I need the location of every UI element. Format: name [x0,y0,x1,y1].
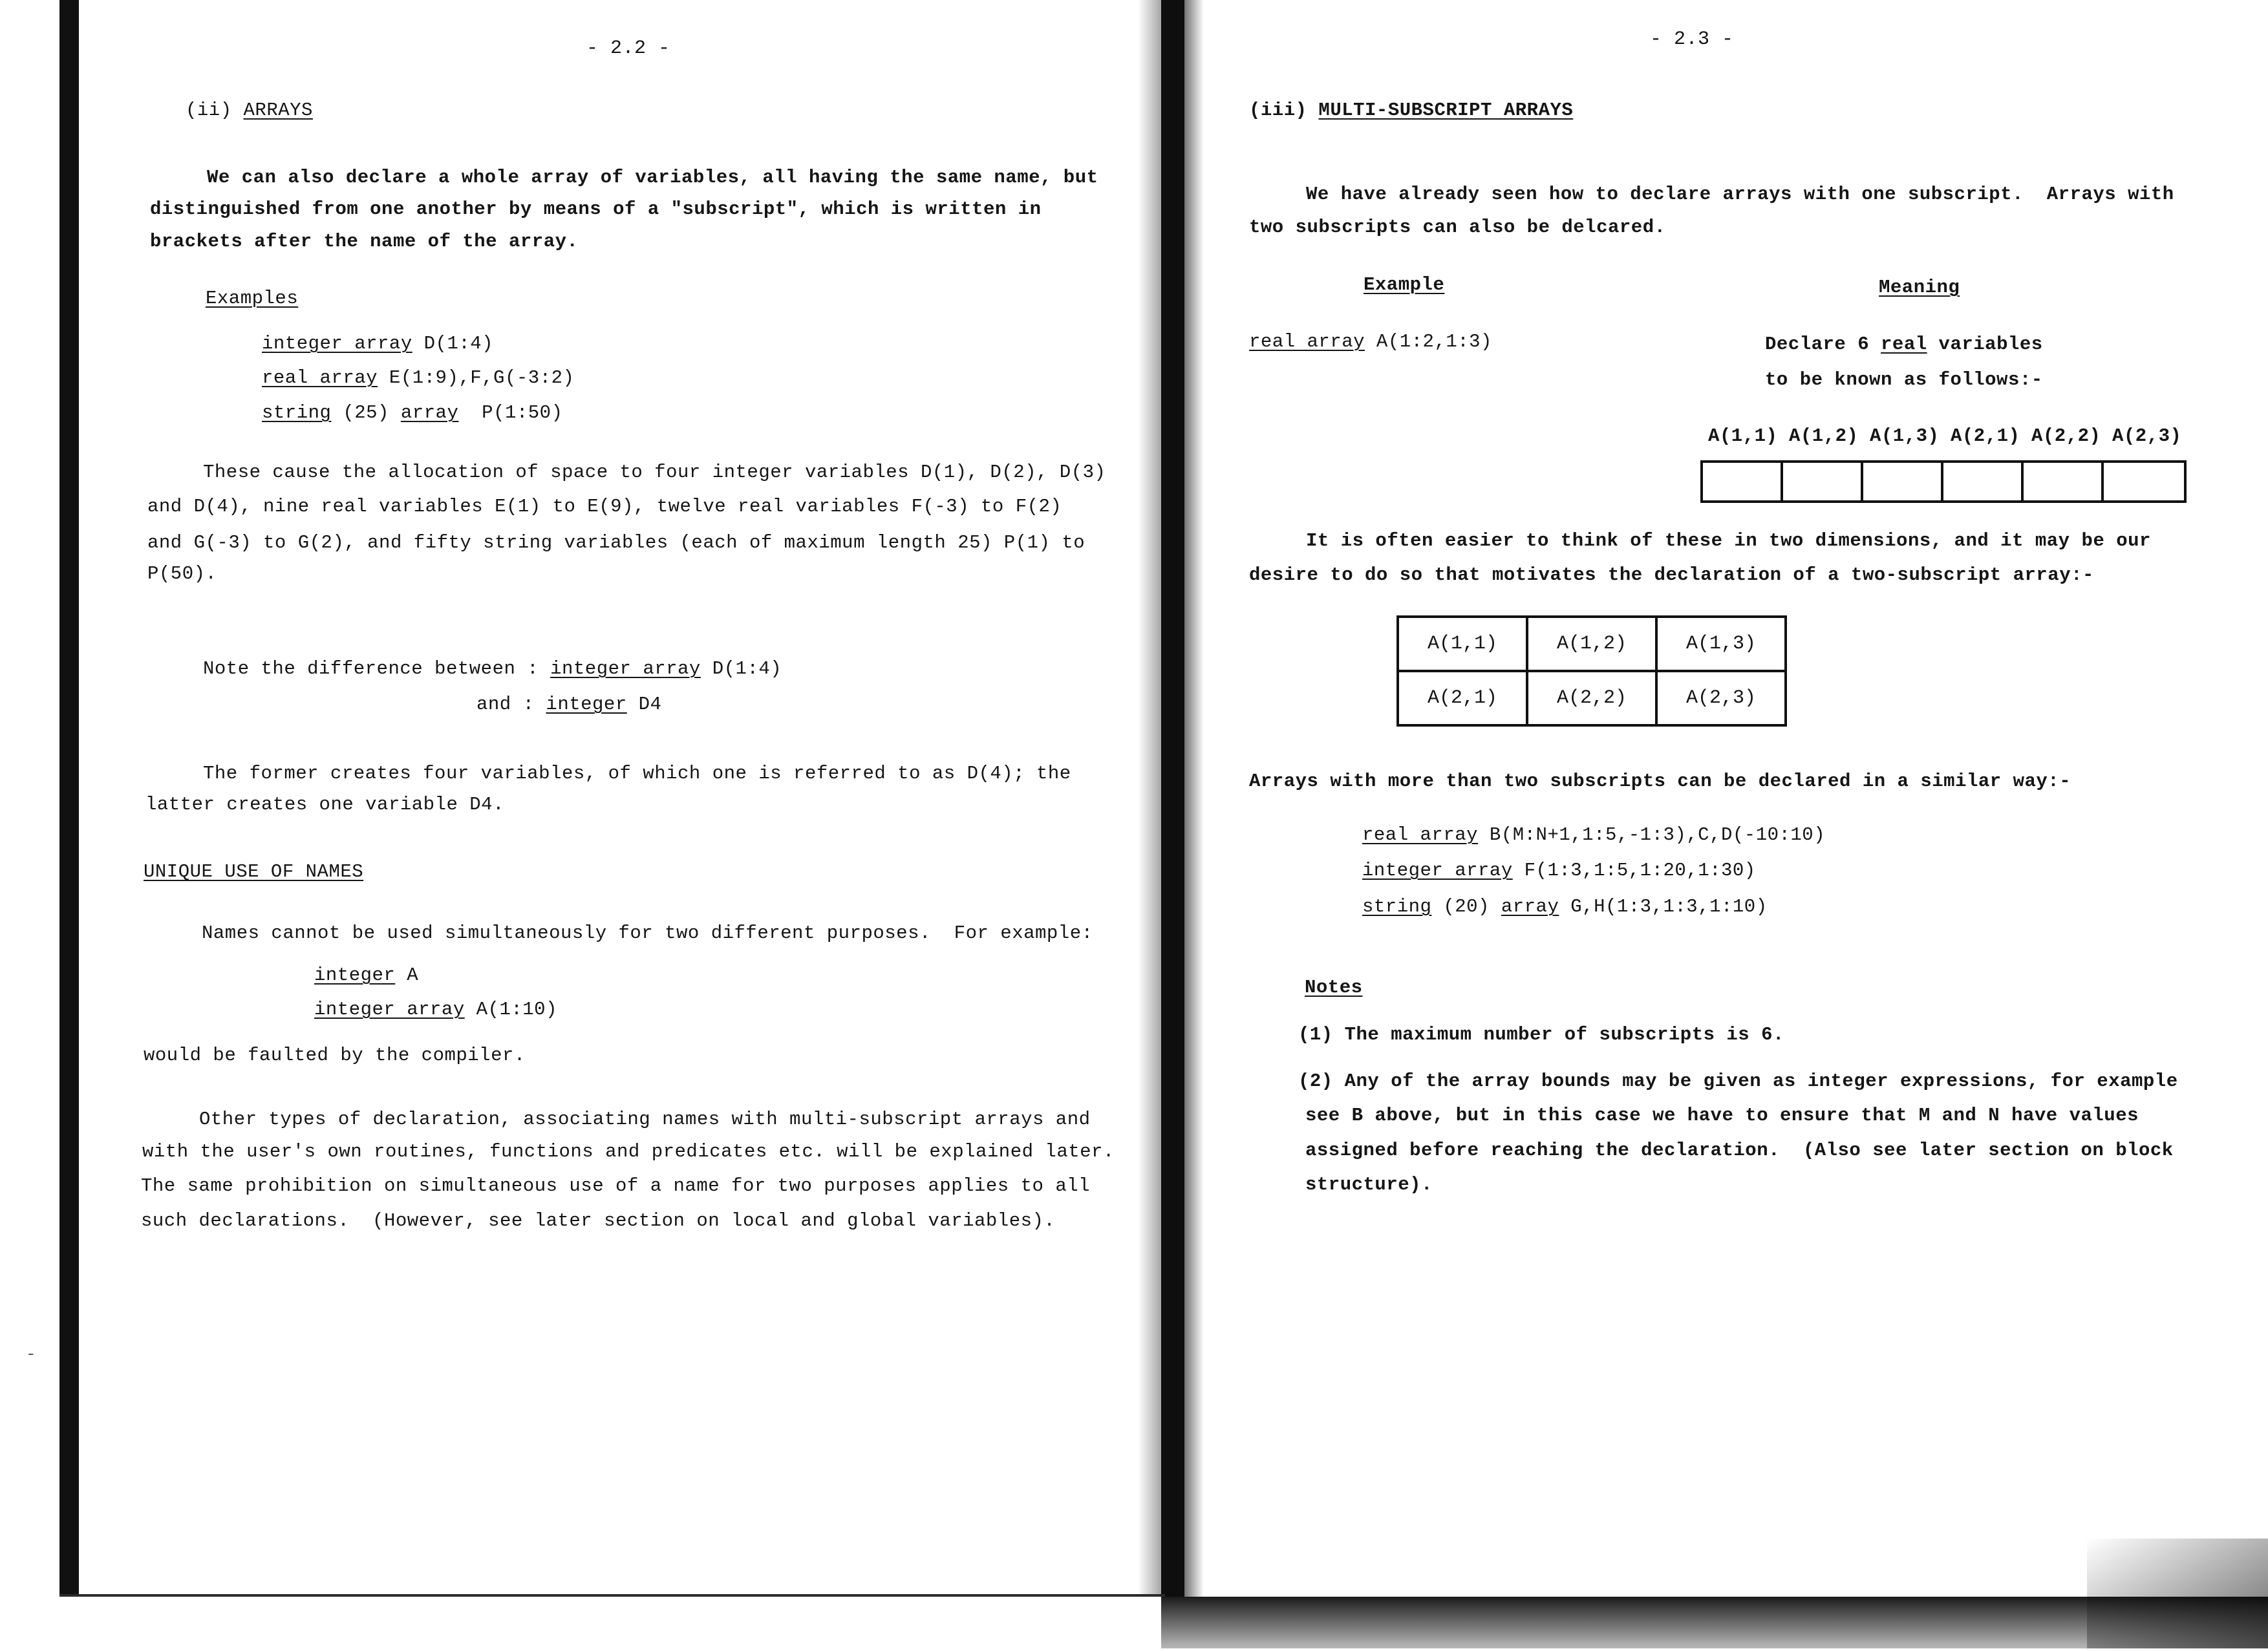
note-prefix: Note the difference between : [203,658,551,679]
note-line [476,694,661,716]
storage-cell [1863,463,1943,500]
code-text: D4 [626,694,662,715]
left-binding-tab [63,0,74,16]
note-item: (1) The maximum number of subscripts is 6. [1298,1024,1784,1045]
section-heading: UNIQUE USE OF NAMES [144,861,364,882]
keyword: real array [262,367,378,389]
keyword: array [400,402,459,423]
code-text: A(1:2,1:3) [1365,331,1492,352]
linear-label: A(1,3) [1870,425,1940,447]
keyword: integer array [550,658,701,679]
code-text: A(1:10) [464,999,557,1020]
section-heading [186,100,313,122]
paragraph-line: and D(4), nine real variables E(1) to E(9), twelve real variables F(-3) to F(2) [147,496,1062,517]
left-page-bottom-edge [59,1594,1165,1651]
paragraph-line: Other types of declaration, associating names with multi-subscript arrays and [199,1109,1091,1130]
storage-cell [2104,463,2184,500]
code-example [262,367,574,389]
grid-row [1398,671,1786,725]
section-title: ARRAYS [243,100,313,121]
keyword: real array [1249,331,1365,352]
grid-cell: A(1,2) [1527,617,1656,671]
linear-label: A(1,2) [1789,425,1859,447]
meaning-column-header: Meaning [1879,277,1960,298]
code-example [1362,860,1756,882]
keyword: array [1501,896,1559,917]
note-item: see B above, but in this case we have to ensure that M and N have values [1305,1105,2139,1126]
code-example [314,964,418,986]
paragraph-line: It is often easier to think of these in two dimensions, and it may be our [1306,530,2151,551]
left-binding-edge [59,0,79,1597]
code-text: E(1:9),F,G(-3:2) [378,367,575,389]
meaning-text: Declare 6 [1765,334,1881,355]
paragraph-line: latter creates one variable D4. [145,794,504,815]
paragraph-line: such declarations. (However, see later section on local and global variables). [141,1210,1056,1231]
notes-heading: Notes [1305,977,1363,998]
linear-label: A(2,2) [2031,425,2101,447]
code-text: D(1:4) [700,658,782,679]
paragraph-line: The same prohibition on simultaneous use of a name for two purposes applies to all [141,1175,1091,1197]
two-dimensional-grid [1396,615,1787,727]
code-text: A [395,964,419,986]
grid-cell: A(2,2) [1527,671,1656,725]
storage-cell [1703,463,1783,500]
grid-cell: A(2,3) [1656,671,1786,725]
grid-cell: A(2,1) [1398,671,1527,725]
code-example [262,402,563,424]
gutter-shadow-right [1184,0,1204,1648]
paragraph-line: The former creates four variables, of which one is referred to as D(4); the [203,763,1071,784]
keyword: real [1881,334,1927,355]
code-text: G,H(1:3,1:3,1:10) [1559,896,1768,917]
note-prefix: and : [476,694,546,715]
left-page [79,0,1161,1597]
paragraph-line: We can also declare a whole array of variables, all having the same name, but [207,167,1098,188]
paragraph-line: desire to do so that motivates the declaration of a two-subscript array:- [1249,564,2094,586]
subheading: Examples [206,288,299,309]
paragraph-line: distinguished from one another by means of a "subscript", which is written in [150,198,1042,220]
code-text: F(1:3,1:5,1:20,1:30) [1512,860,1756,881]
meaning-text: variables [1927,334,2043,355]
paragraph-line: and G(-3) to G(2), and fifty string variables (each of maximum length 25) P(1) to [147,532,1086,553]
keyword: integer [546,694,627,715]
keyword: integer array [262,333,412,354]
code-example [1362,824,1825,846]
right-page [1204,0,2268,1597]
note-item: assigned before reaching the declaration. (Also see later section on block [1305,1140,2174,1161]
linear-label: A(2,3) [2112,425,2182,447]
grid-cell: A(1,3) [1656,617,1786,671]
code-text: (20) [1431,896,1501,917]
book-gutter [1161,0,1184,1648]
linear-label: A(2,1) [1951,425,2020,447]
keyword: integer [314,964,396,986]
paragraph-line: Arrays with more than two subscripts can be declared in a similar way:- [1249,771,2071,792]
code-text: (25) [331,402,401,423]
paragraph-line: These cause the allocation of space to four integer variables D(1), D(2), D(3) [203,462,1106,483]
keyword: string [1362,896,1432,917]
code-example [1249,331,1492,353]
code-text: B(M:N+1,1:5,-1:3),C,D(-10:10) [1478,824,1826,846]
grid-cell: A(1,1) [1398,617,1527,671]
code-text: D(1:4) [412,333,494,354]
storage-cell [1783,463,1863,500]
code-example [314,999,557,1021]
code-example [1362,896,1768,918]
storage-cell [2024,463,2104,500]
keyword: integer array [314,999,465,1020]
paragraph-line: would be faulted by the compiler. [144,1045,526,1066]
section-title: MULTI-SUBSCRIPT ARRAYS [1318,100,1574,121]
keyword: string [262,402,332,423]
paragraph-line: Names cannot be used simultaneously for two different purposes. For example: [202,922,1093,944]
code-text: P(1:50) [458,402,563,423]
meaning-line [1765,334,2043,356]
note-item: structure). [1305,1174,1433,1195]
linear-storage-diagram [1700,460,2187,503]
note-item: (2) Any of the array bounds may be given as integer expressions, for example [1298,1070,2178,1092]
keyword: integer array [1362,860,1513,881]
keyword: real array [1362,824,1479,846]
linear-label: A(1,1) [1708,425,1778,447]
example-column-header: Example [1364,274,1445,295]
note-line [203,658,782,680]
page-number: - 2.3 - [1650,28,1734,50]
section-number: (ii) [186,100,244,121]
page-number: - 2.2 - [586,37,670,59]
paragraph-line: We have already seen how to declare arrays with one subscript. Arrays with [1306,184,2174,205]
paragraph-line: two subscripts can also be delcared. [1249,217,1666,238]
section-heading [1249,100,1573,122]
paragraph-line: P(50). [147,563,217,584]
storage-cell [1943,463,2024,500]
paragraph-line: brackets after the name of the array. [150,231,579,252]
grid-row [1398,617,1786,671]
code-example [262,333,493,355]
paragraph-line: with the user's own routines, functions and predicates etc. will be explained later. [142,1141,1115,1162]
margin-mark: - [26,1345,36,1364]
section-number: (iii) [1249,100,1319,121]
meaning-line: to be known as follows:- [1765,369,2043,390]
